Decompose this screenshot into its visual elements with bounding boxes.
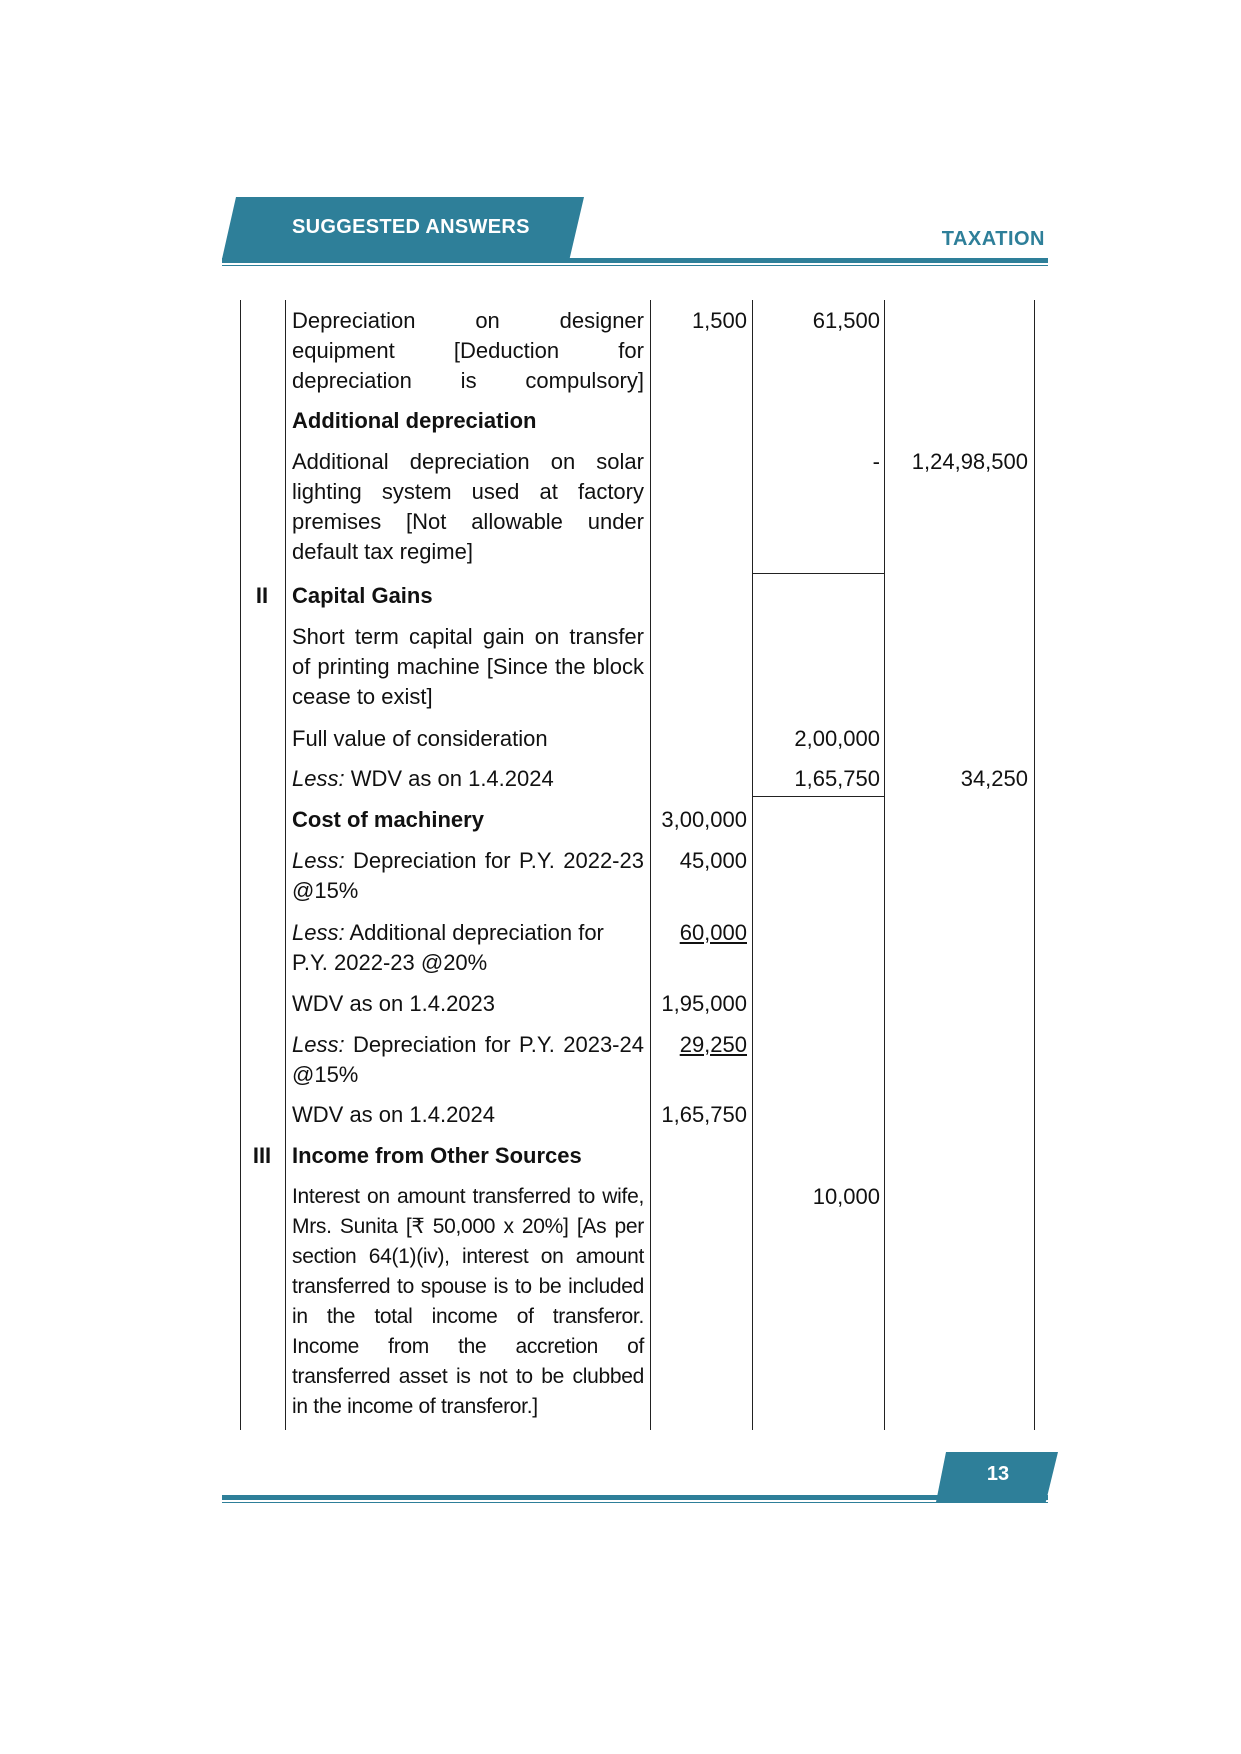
row-dep-2223-desc [292,846,644,906]
table-border-left [240,300,241,1430]
header-rule [222,258,1048,263]
row-additional-depreciation-solar-col3: - [872,449,880,474]
section-roman-iii: III [252,1143,272,1168]
row-stcg-desc: Short term capital gain on transfer of printing machine [Since the block cease to exist] [292,624,644,709]
section-capital-gains-heading: Capital Gains [292,583,433,608]
less-label: Less: [292,1032,345,1057]
row-interest-col3: 10,000 [812,1184,880,1209]
row-cost-machinery-col2: 3,00,000 [661,807,747,832]
row-wdv-less-desc [292,764,644,794]
row-dep-2223-text: Depreciation for P.Y. 2022-23 @15% [292,848,644,903]
row-depreciation-designer-col2: 1,500 [691,308,747,333]
subtotal-rule-2 [752,796,884,797]
row-wdv-2023-col2: 1,95,000 [661,991,747,1016]
row-dep-2324-text: Depreciation for P.Y. 2023-24 @15% [292,1032,644,1087]
row-additional-depreciation-solar-desc: Additional depreciation on solar lighting system used at factory premises [Not allowable under default tax regime] [292,449,644,564]
header-section-title: SUGGESTED ANSWERS [292,216,530,238]
table-border-right [1034,300,1035,1430]
less-label: Less: [292,766,345,791]
less-label: Less: [292,848,345,873]
table-divider-roman [285,300,286,1430]
row-additional-depreciation-solar-col4: 1,24,98,500 [911,449,1028,474]
row-full-value-desc: Full value of consideration [292,726,548,751]
row-depreciation-designer-col3: 61,500 [812,308,880,333]
footer-rule-thin [222,1502,1048,1503]
header-rule-thin [222,265,1048,266]
table-divider-col3 [884,300,885,1430]
section-other-sources-heading: Income from Other Sources [292,1143,582,1168]
row-add-dep-2223-col2: 60,000 [679,920,747,945]
row-wdv-less-col3: 1,65,750 [794,766,880,791]
row-wdv-2024-desc: WDV as on 1.4.2024 [292,1102,496,1127]
page-number: 13 [986,1463,1010,1485]
row-dep-2324-desc [292,1030,644,1090]
row-cost-machinery-desc: Cost of machinery [292,807,484,832]
header-subject: TAXATION [941,228,1045,250]
subtotal-rule-1 [752,573,884,574]
row-dep-2223-col2: 45,000 [679,848,747,873]
row-wdv-less-col4: 34,250 [960,766,1028,791]
row-wdv-2024-col2: 1,65,750 [661,1102,747,1127]
row-depreciation-designer-desc: Depreciation on designer equipment [Deduction for depreciation is compulsory] [292,308,644,393]
row-dep-2324-col2: 29,250 [679,1032,747,1057]
section-roman-ii: II [255,583,269,608]
row-full-value-col3: 2,00,000 [794,726,880,751]
footer-rule [222,1495,1048,1500]
row-add-dep-2223-desc [292,918,644,978]
table-divider-desc [650,300,651,1430]
table-divider-col2 [752,300,753,1430]
row-interest-desc: Interest on amount transferred to wife, Mrs. Sunita [₹ 50,000 x 20%] [As per section 64(1)(iv), interest on amount transferred to spouse is to be included in the total income of transferor. Income from the accretion of transferred asset is not to be clubbed in the income of transferor.] [292,1185,644,1418]
row-add-dep-2223-text: Additional depreciation for P.Y. 2022-23 @20% [292,920,604,975]
row-additional-depreciation-heading: Additional depreciation [292,408,537,433]
row-wdv-2023-desc: WDV as on 1.4.2023 [292,991,496,1016]
row-wdv-less-text: WDV as on 1.4.2024 [350,766,554,791]
less-label: Less: [292,920,345,945]
